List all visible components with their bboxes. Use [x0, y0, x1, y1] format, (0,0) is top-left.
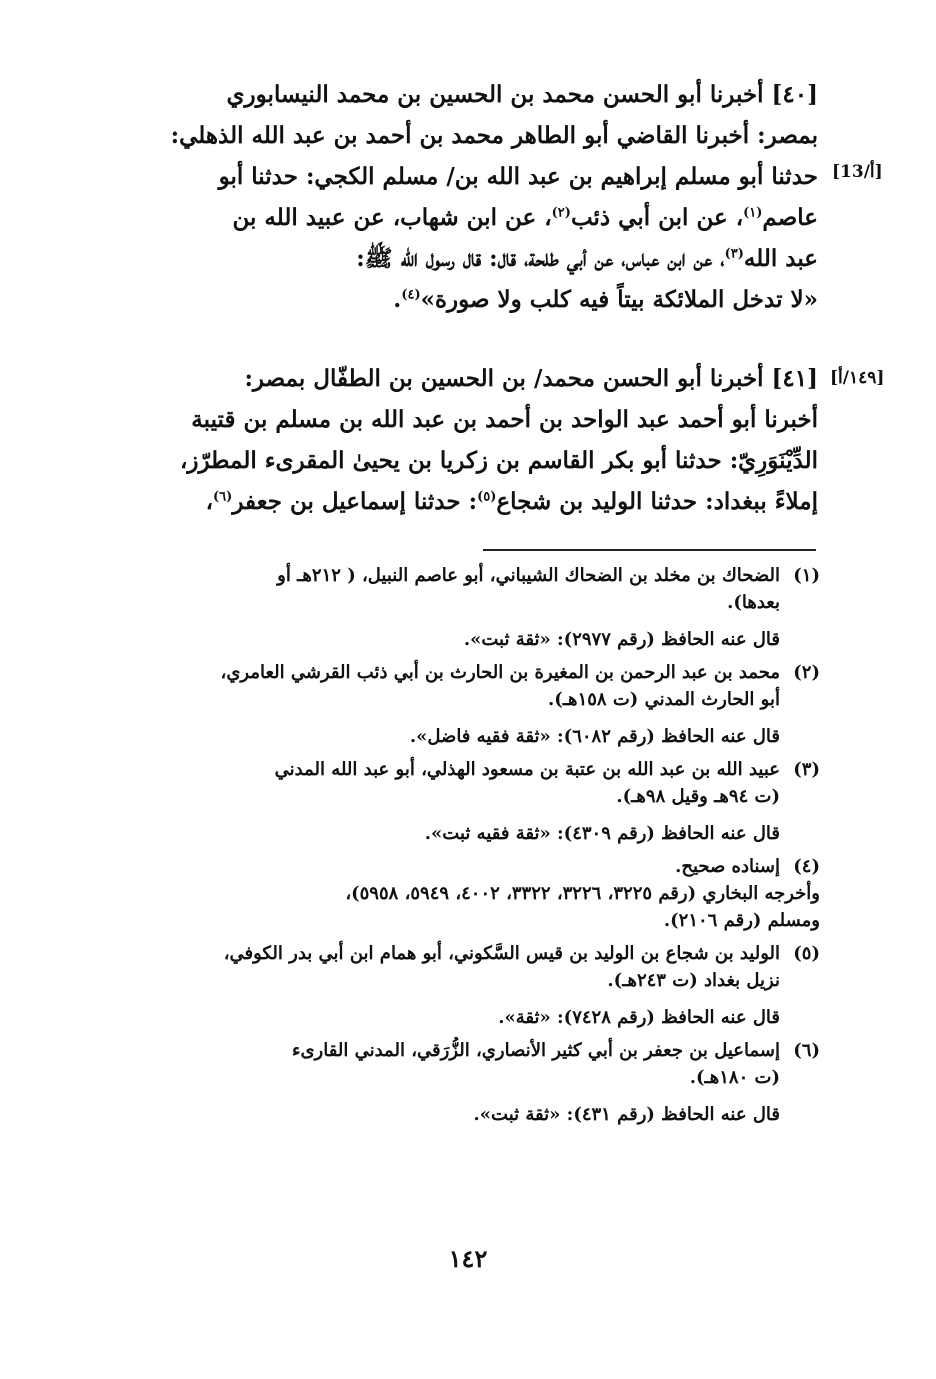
text-line	[118, 279, 818, 320]
footnote-line: الوليد بن شجاع بن الوليد بن قيس السَّكوني، أبو همام ابن أبي بدر الكوفي،	[223, 943, 780, 964]
text-segment: عبد الله	[743, 245, 818, 272]
footnote-5	[118, 940, 820, 1031]
footnote-body	[118, 562, 780, 653]
text-segment: عاصم	[762, 204, 818, 231]
text-line	[118, 481, 818, 522]
text-line: بمصر: أخبرنا القاضي أبو الطاهر محمد بن أحمد بن عبد الله الذهلي:	[170, 122, 818, 149]
text-line: أخبرنا أبو أحمد عبد الواحد بن أحمد بن عبد الله بن مسلم بن قتيبة	[191, 406, 818, 433]
footnote-divider	[483, 549, 816, 551]
footnote-body	[118, 1037, 780, 1128]
text-segment: ، عن ابن عباس، عن أبي طلحة، قال: قال رسول الله ﷺ:	[356, 245, 725, 272]
footnote-line: إسناده صحيح.	[675, 856, 780, 877]
footnote-line: الضحاك بن مخلد بن الضحاك الشيباني، أبو عاصم النبيل، ( ٢١٢هـ أو	[277, 565, 780, 586]
footnote-line: نزيل بغداد (ت ٢٤٣هـ).	[607, 970, 780, 991]
footnote-hafiz: قال عنه الحافظ (رقم ٦٠٨٢): «ثقة فقيه فاضل».	[409, 726, 780, 747]
footnote-line: محمد بن عبد الرحمن بن المغيرة بن الحارث بن أبي ذئب القرشي العامري،	[220, 662, 780, 683]
paragraph-41	[118, 358, 818, 522]
text-line	[118, 197, 818, 238]
footnote-4	[118, 853, 820, 934]
text-segment: .	[393, 286, 402, 313]
footnote-line: أبو الحارث المدني (ت ١٥٨هـ).	[548, 689, 780, 710]
text-line: [٤١] أخبرنا أبو الحسن محمد/ بن الحسين بن الطفّال بمصر:	[244, 365, 818, 392]
footnote-line: (ت ١٨٠هـ).	[689, 1067, 780, 1088]
text-line: حدثنا أبو مسلم إبراهيم بن عبد الله بن/ مسلم الكجي: حدثنا أبو	[218, 163, 818, 190]
footnote-number: (٤)	[793, 856, 820, 877]
footnote-line: بعدها).	[727, 592, 780, 613]
manuscript-folio-ref: [١٤٩/أ]	[830, 368, 885, 388]
footnote-2	[118, 659, 820, 750]
footnotes	[118, 562, 820, 1134]
text-segment: ، عن ابن شهاب، عن عبيد الله بن	[232, 204, 552, 231]
footnote-1	[118, 562, 820, 653]
text-segment: ،	[205, 488, 214, 515]
footnote-line: (ت ٩٤هـ وقيل ٩٨هـ).	[616, 786, 780, 807]
footnote-6	[118, 1037, 820, 1128]
footnote-number: (٢)	[793, 662, 820, 683]
footnote-body	[118, 756, 780, 847]
page-number: ١٤٢	[448, 1244, 488, 1273]
paragraph-40	[118, 74, 818, 320]
footnote-hafiz: قال عنه الحافظ (رقم ٤٣٠٩): «ثقة فقيه ثبت».	[424, 823, 780, 844]
text-segment: : حدثنا إسماعيل بن جعفر	[232, 488, 478, 515]
footnote-hafiz: قال عنه الحافظ (رقم ٢٩٧٧): «ثقة ثبت».	[463, 629, 780, 650]
footnote-ref: (٢)	[551, 205, 571, 221]
text-line: [٤٠] أخبرنا أبو الحسن محمد بن الحسين بن محمد النيسابوري	[226, 81, 818, 108]
footnote-line: ومسلم (رقم ٢١٠٦).	[663, 910, 820, 931]
footnote-hafiz: قال عنه الحافظ (رقم ٧٤٢٨): «ثقة».	[498, 1007, 780, 1028]
manuscript-folio-ref: [13/أ]	[832, 162, 883, 182]
footnote-number: (٦)	[793, 1040, 820, 1061]
footnote-number: (١)	[793, 565, 820, 586]
footnote-line: عبيد الله بن عبد الله بن عتبة بن مسعود الهذلي، أبو عبد الله المدني	[274, 759, 780, 780]
footnote-ref: (٦)	[213, 489, 233, 505]
footnote-body	[118, 940, 780, 1031]
text-line: الدِّيْنَوَرِيّ: حدثنا أبو بكر القاسم بن زكريا بن يحيىٰ المقرىء المطرّز،	[179, 447, 818, 474]
footnote-ref: (١)	[743, 205, 763, 221]
footnote-ref: (٣)	[724, 246, 744, 262]
text-segment: إملاءً ببغداد: حدثنا الوليد بن شجاع	[496, 488, 818, 515]
footnote-line: إسماعيل بن جعفر بن أبي كثير الأنصاري، الزُّرَقي، المدني القارىء	[292, 1040, 780, 1061]
footnote-number: (٥)	[793, 943, 820, 964]
footnote-number: (٣)	[793, 759, 820, 780]
footnote-body	[118, 853, 820, 934]
footnote-ref: (٥)	[477, 489, 497, 505]
text-line	[118, 238, 818, 279]
text-segment: ، عن ابن أبي ذئب	[570, 204, 744, 231]
footnote-line: وأخرجه البخاري (رقم ٣٢٢٥، ٣٢٢٦، ٣٣٢٢، ٤٠٠٢، ٥٩٤٩، ٥٩٥٨)،	[345, 883, 820, 904]
text-segment: «لا تدخل الملائكة بيتاً فيه كلب ولا صورة»	[420, 286, 818, 313]
footnote-3	[118, 756, 820, 847]
footnote-hafiz: قال عنه الحافظ (رقم ٤٣١): «ثقة ثبت».	[473, 1104, 780, 1125]
footnote-ref: (٤)	[401, 287, 421, 303]
footnote-body	[118, 659, 780, 750]
